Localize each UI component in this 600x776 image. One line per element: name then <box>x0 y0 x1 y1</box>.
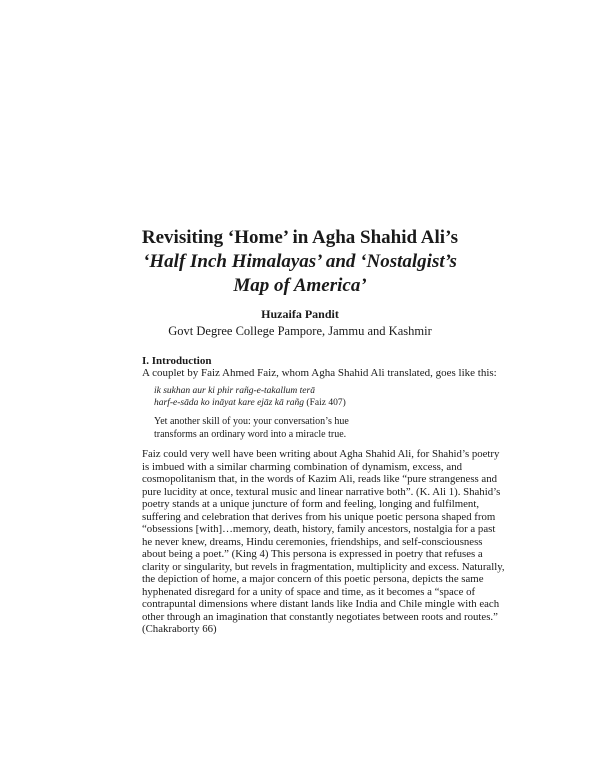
body-line: (Chakraborty 66) <box>142 623 217 635</box>
intro-sentence: A couplet by Faiz Ahmed Faiz, whom Agha Shahid Ali translated, goes like this: <box>142 367 497 379</box>
urdu-line-2-text: harf-e-sāda ko ināyat kare ejāz kā rañg <box>154 398 305 408</box>
section-heading: I. Introduction <box>142 355 212 367</box>
body-line: suffering and celebration that derives from his unique poetic persona shaped from <box>142 510 496 523</box>
couplet-translation <box>154 416 349 441</box>
body-line: pure lucidity at once, textural music and linear narrative both”. (K. Ali 1). Shahid’s <box>142 485 501 498</box>
body-line: the depiction of home, a major concern of this poetic persona, depicts the same <box>142 573 484 585</box>
body-line: contrapuntal dimensions where distant lands like India and Chile mingle with each <box>142 598 500 610</box>
body-line: about being a poet.” (King 4) This persona is expressed in poetry that refuses a <box>142 548 483 560</box>
title-line-2: ‘Half Inch Himalayas’ and ‘Nostalgist’s <box>143 251 457 272</box>
body-line: he never knew, dreams, Hindu ceremonies, friendships, and self-consciousness <box>142 535 483 548</box>
body-line: Faiz could very well have been writing about Agha Shahid Ali, for Shahid’s poetry <box>142 448 500 460</box>
body-line: poetry stands at a unique juncture of form and feeling, longing and fulfilment, <box>142 498 480 510</box>
body-line: is imbued with a similar charming combination of dynamism, excess, and <box>142 460 462 473</box>
urdu-line-2 <box>154 397 346 409</box>
urdu-couplet <box>154 385 346 409</box>
title-line-3: Map of America’ <box>233 275 367 296</box>
translation-line-2: transforms an ordinary word into a miracle true. <box>154 428 347 440</box>
author-name: Huzaifa Pandit <box>261 307 339 321</box>
title-line-1: Revisiting ‘Home’ in Agha Shahid Ali’s <box>141 227 459 248</box>
body-line: “obsessions [with]…memory, death, history, family ancestors, nostalgia for a past <box>142 523 496 535</box>
urdu-citation: (Faiz 407) <box>306 398 346 408</box>
translation-line-1: Yet another skill of you: your conversation’s hue <box>154 416 349 427</box>
urdu-line-1: ik sukhan aur ki phir rañg-e-takallum terā <box>154 386 315 396</box>
body-line: cosmopolitanism that, in the words of Kazim Ali, reads like “pure strangeness and <box>142 473 498 485</box>
body-line: clarity or singularity, but revels in fragmentation, multiplicity and excess. Naturally, <box>142 560 505 573</box>
author-affiliation: Govt Degree College Pampore, Jammu and Kashmir <box>168 324 432 338</box>
paper-title <box>100 226 500 298</box>
body-line: other through an imagination that constantly negotiates between roots and routes.” <box>142 610 498 623</box>
body-paragraph <box>142 448 505 636</box>
author-block <box>100 306 500 339</box>
body-line: hyphenated disregard for a unity of space and time, as it becomes a “space of <box>142 585 476 598</box>
